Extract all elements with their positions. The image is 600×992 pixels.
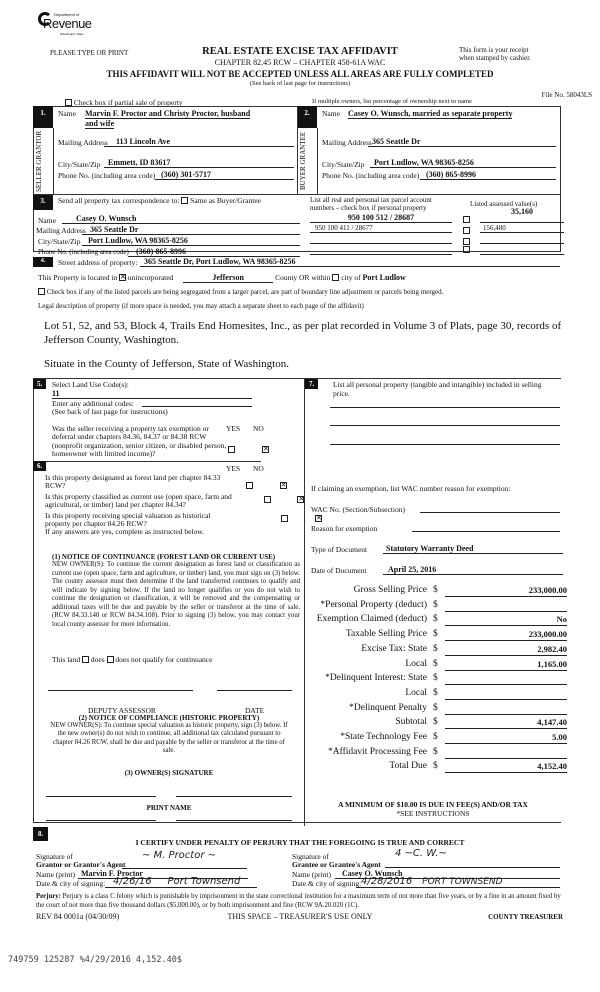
treasurer-space: THIS SPACE – TREASURER'S USE ONLY xyxy=(227,912,373,921)
legal-description: Lot 51, 52, and 53, Block 4, Trails End Homesites, Inc., as per plat recorded in Volume 3 of Plats, page 30, records of xyxy=(44,320,562,332)
file-number: File No. 58043LS xyxy=(541,91,592,99)
parcel-number[interactable] xyxy=(310,235,452,244)
wac-number-field[interactable] xyxy=(420,512,560,513)
certify-statement: I CERTIFY UNDER PENALTY OF PERJURY THAT THE FOREGOING IS TRUE AND CORRECT xyxy=(135,838,465,847)
assessed-value[interactable]: 35,160 xyxy=(480,207,564,223)
currency-sign: $ xyxy=(433,629,438,640)
tax-row-label: Subtotal xyxy=(395,717,427,728)
tax-row xyxy=(305,659,565,672)
historic-no-checkbox[interactable] xyxy=(315,515,322,522)
situate-text: Situate in the County of Jefferson, State of Washington. xyxy=(44,358,289,370)
grantor-print-name[interactable]: Marvin F. Proctor xyxy=(78,869,248,879)
tax-row-value[interactable] xyxy=(445,747,567,759)
perjury-notice: Perjury: Perjury is a class C felony which is punishable by imprisonment in the state correctional institution for a maximum term of not more than five years, or by a fine in an amount fixed by the court of not more than five thousand dollars ($5,000.00), or by both imprisonment and fine (RCW 9A.20.020 (1C). xyxy=(36,893,561,909)
tax-row-label: *Affidavit Processing Fee xyxy=(327,746,427,757)
buyer-grantee-label: BUYER GRANTEE xyxy=(299,131,307,191)
personal-property-checkbox[interactable] xyxy=(463,246,470,253)
parcel-row xyxy=(310,246,560,255)
section-2-marker: 2. xyxy=(297,106,317,128)
tax-row-label: Excise Tax: State xyxy=(361,643,427,654)
correspondence-label: Send all property tax correspondence to: Same as Buyer/Grantee xyxy=(58,196,261,205)
tax-row-label: *Delinquent Interest: State xyxy=(325,673,427,684)
personal-property-line[interactable] xyxy=(330,444,560,445)
legal-description-cont: Jefferson County, Washington. xyxy=(44,334,179,346)
personal-property-checkbox[interactable] xyxy=(463,238,470,245)
tax-row xyxy=(305,761,565,774)
divider xyxy=(33,194,561,195)
seller-city[interactable]: Emmett, ID 83617 xyxy=(104,158,294,168)
section-5-marker: 5. xyxy=(33,379,46,389)
tax-row xyxy=(305,644,565,657)
currency-sign: $ xyxy=(433,614,438,625)
document-date[interactable]: April 25, 2016 xyxy=(383,565,563,575)
tax-row-value[interactable]: 2,982.40 xyxy=(445,644,567,656)
receipt-note-2: when stamped by cashier. xyxy=(459,54,531,62)
continuance-qualify: This land does does not qualify for continuance xyxy=(52,655,213,664)
tax-row-value[interactable] xyxy=(445,600,567,612)
tax-row xyxy=(305,688,565,701)
currency-sign: $ xyxy=(433,585,438,595)
owner-signature-line-2[interactable] xyxy=(176,796,292,797)
forest-no-checkbox[interactable] xyxy=(280,482,287,489)
section-1-marker: 1. xyxy=(33,106,53,128)
buyer-address[interactable]: 365 Seattle Dr xyxy=(368,137,556,147)
form-title: REAL ESTATE EXCISE TAX AFFIDAVIT xyxy=(202,46,398,57)
seller-phone[interactable]: (360) 301-5717 xyxy=(155,170,294,180)
seller-name[interactable]: Marvin F. Proctor and Christy Proctor, husband xyxy=(85,109,251,118)
tax-row xyxy=(305,673,565,686)
personal-property-checkbox[interactable] xyxy=(463,216,470,223)
currency-sign: $ xyxy=(433,732,438,742)
section-8-marker: 8. xyxy=(33,827,48,841)
notice-compliance-title: (2) NOTICE OF COMPLIANCE (HISTORIC PROPERTY) xyxy=(78,714,260,722)
current-use-yes-checkbox[interactable] xyxy=(264,496,271,503)
tax-row xyxy=(305,747,565,760)
divider xyxy=(317,128,318,194)
tax-row xyxy=(305,732,565,745)
county-treasurer: COUNTY TREASURER xyxy=(488,913,563,921)
currency-sign: $ xyxy=(433,761,438,772)
currency-sign: $ xyxy=(433,643,438,654)
currency-sign: $ xyxy=(433,658,438,669)
personal-property-checkbox[interactable] xyxy=(463,227,470,234)
exemption-reason-field[interactable] xyxy=(412,531,560,532)
currency-sign: $ xyxy=(433,673,438,684)
grantor-signature[interactable]: ~ M. Proctor ~ xyxy=(122,850,247,869)
tax-row-value[interactable] xyxy=(445,703,567,715)
notice-continuance-title: (1) NOTICE OF CONTINUANCE (FOREST LAND OR CURRENT USE) xyxy=(52,553,276,561)
tax-row-label: *State Technology Fee xyxy=(340,732,427,742)
tax-row-value[interactable]: 5.00 xyxy=(445,732,567,744)
additional-codes-field[interactable] xyxy=(142,398,252,407)
personal-property-line[interactable] xyxy=(330,425,560,426)
currency-sign: $ xyxy=(433,717,438,728)
unincorporated-checkbox[interactable] xyxy=(119,274,126,281)
divider xyxy=(53,128,54,194)
seller-grantor-label: SELLER GRANTOR xyxy=(35,130,43,192)
deputy-assessor-signature-line[interactable] xyxy=(48,690,193,691)
divider xyxy=(297,106,298,194)
tax-row-label: *Personal Property (deduct) xyxy=(320,599,427,610)
parcel-row xyxy=(310,224,560,234)
tax-row xyxy=(305,629,565,642)
acceptance-notice: THIS AFFIDAVIT WILL NOT BE ACCEPTED UNLESS ALL AREAS ARE FULLY COMPLETED xyxy=(106,69,494,79)
parcel-number[interactable]: 950 100 512 / 28687 xyxy=(310,213,452,223)
parcel-row xyxy=(310,235,560,244)
tax-row-label: Local xyxy=(405,658,427,669)
assessed-value[interactable] xyxy=(480,235,564,244)
treasurer-stamp: 749759 125287 %4/29/2016 4,152.40$ xyxy=(8,955,182,965)
grantor-date-city[interactable]: 4/26/16 Port Townsend xyxy=(105,876,257,888)
seller-address[interactable]: 113 Lincoln Ave xyxy=(104,137,294,147)
land-does-checkbox[interactable] xyxy=(82,656,89,663)
forest-yes-checkbox[interactable] xyxy=(246,482,253,489)
lower-box-top xyxy=(33,378,561,379)
correspondence-city[interactable]: Port Ludlow, WA 98365-8256 xyxy=(82,236,300,246)
segregated-checkbox[interactable] xyxy=(38,288,45,295)
s5-yes-checkbox[interactable] xyxy=(228,446,235,453)
document-type[interactable]: Statutory Warranty Deed xyxy=(383,544,563,554)
assessed-value[interactable] xyxy=(480,246,564,255)
print-name-line[interactable] xyxy=(46,820,156,821)
print-name-line-2[interactable] xyxy=(176,820,292,821)
correspondence-address[interactable]: 365 Seattle Dr xyxy=(82,225,300,235)
correspondence-name[interactable]: Casey O. Wunsch xyxy=(62,214,300,224)
tax-row-value[interactable] xyxy=(445,688,567,700)
tax-row-label: Exemption Claimed (deduct) xyxy=(316,614,427,625)
property-location: This Property is located in ✕ unincorporated Jefferson County OR within city of Port Ludlow xyxy=(38,273,406,283)
correspondence-phone[interactable]: (360) 865-8996 xyxy=(128,247,300,257)
currency-sign: $ xyxy=(433,702,438,713)
type-print-note: PLEASE TYPE OR PRINT xyxy=(50,49,129,57)
grantee-signature[interactable]: 4 ~C. W.~ xyxy=(385,848,560,868)
tax-row-value[interactable]: No xyxy=(445,614,567,626)
seller-name-cont[interactable]: and wife xyxy=(85,119,115,128)
parcel-number[interactable]: 950 100 411 / 28677 xyxy=(310,224,452,233)
section-3-marker: 3. xyxy=(33,195,53,210)
lower-box-bottom xyxy=(33,822,561,823)
assessor-date-line[interactable] xyxy=(217,690,292,691)
currency-sign: $ xyxy=(433,746,438,757)
city-field[interactable]: Port Ludlow xyxy=(362,273,406,282)
tax-row xyxy=(305,614,565,627)
currency-sign: $ xyxy=(433,687,438,698)
receipt-note-1: This form is your receipt xyxy=(459,46,529,54)
current-use-no-checkbox[interactable] xyxy=(297,496,304,503)
county-field[interactable]: Jefferson xyxy=(183,273,273,283)
buyer-name[interactable]: Casey O. Wunsch, married as separate property xyxy=(348,109,513,118)
tax-row-label: Taxable Selling Price xyxy=(345,629,427,640)
notice-continuance-text: NEW OWNER(S): To continue the current designation as forest land or classification as current use (open space, farm and agriculture, or timber) land, you must sign on (3) below. The county assessor must then determine if the land transferred continues to qualify and will indicate by signing below. If the land no longer qualifies or you do not wish to continue the designation or classification, it will be removed and the compensating or additional taxes will be due and payable by the seller or transferor at the time of sale. (RCW 84.33.140 or RCW 84.34.108). Prior to signing (3) below, you may contact your local county assessor for more information. xyxy=(52,561,300,628)
tax-row xyxy=(305,585,565,598)
tax-row-value[interactable]: 1,165.00 xyxy=(445,659,567,671)
tax-row-label: Local xyxy=(405,687,427,698)
section-4-marker: 4. xyxy=(33,257,53,267)
tax-row-value[interactable]: 233,000.00 xyxy=(445,629,567,641)
divider xyxy=(33,461,261,462)
buyer-phone[interactable]: (360) 865-8996 xyxy=(420,170,556,180)
tax-row-label: Total Due xyxy=(389,761,427,772)
s5-no-checkbox[interactable] xyxy=(262,446,269,453)
historic-yes-checkbox[interactable] xyxy=(281,515,288,522)
tax-row-label: *Delinquent Penalty xyxy=(349,702,427,713)
city-checkbox[interactable] xyxy=(332,274,339,281)
see-instructions: *SEE INSTRUCTIONS xyxy=(396,809,470,818)
form-revision: REV 84 0001a (04/30/09) xyxy=(36,912,120,921)
property-street[interactable]: 365 Seattle Dr, Port Ludlow, WA 98365-8256 xyxy=(140,257,560,267)
buyer-city[interactable]: Port Ludlow, WA 98365-8256 xyxy=(370,158,556,168)
lower-box-left xyxy=(33,378,34,822)
tax-row xyxy=(305,600,565,613)
grantee-date-city[interactable]: 4/28/2016 PORT TOWNSEND xyxy=(356,876,560,888)
form-chapter: CHAPTER 82.45 RCW – CHAPTER 458-61A WAC xyxy=(214,58,386,67)
section-6-marker: 6. xyxy=(33,461,46,471)
parcel-row xyxy=(310,207,560,223)
land-use-code[interactable]: 11 xyxy=(52,389,252,399)
tax-row-label: Gross Selling Price xyxy=(353,585,427,595)
partial-sale-checkbox[interactable]: Check box if partial sale of property xyxy=(65,98,183,107)
grantee-print-name[interactable]: Casey O. Wunsch xyxy=(335,869,560,879)
currency-sign: $ xyxy=(433,599,438,610)
minimum-notice: A MINIMUM OF $10.00 IS DUE IN FEE(S) AND/OR TAX xyxy=(338,800,528,809)
tax-row xyxy=(305,717,565,730)
tax-row-value[interactable]: 4,147.40 xyxy=(445,717,567,729)
tax-row-value[interactable]: 4,152.40 xyxy=(445,761,567,773)
notice-compliance-text: NEW OWNER(S): To continue special valuation as historic property, sign (3) below. If the new owner(s) do not wish to continue, all additional tax calculated pursuant to chapter 84.26 RCW, shall be due and payable by the seller or transferor at the time of sale. xyxy=(50,722,288,754)
parcel-number[interactable] xyxy=(310,246,452,255)
segregated-checkbox-row: Check box if any of the listed parcels are being segregated from a larger parcel, are part of boundary line adjustment or parcels being merged. xyxy=(38,288,443,296)
checkbox[interactable] xyxy=(65,99,72,106)
multiple-owners-note: If multiple owners, list percentage of ownership next to name xyxy=(312,98,472,105)
assessed-value[interactable]: 156,480 xyxy=(480,224,564,233)
tax-row xyxy=(305,703,565,716)
personal-property-line[interactable] xyxy=(330,407,560,408)
tax-row-value[interactable] xyxy=(445,673,567,685)
land-does-not-checkbox[interactable] xyxy=(107,656,114,663)
tax-row-value[interactable]: 233,000.00 xyxy=(445,585,567,597)
owner-signature-line[interactable] xyxy=(46,796,156,797)
section-7-marker: 7. xyxy=(305,379,318,389)
same-as-buyer-checkbox[interactable] xyxy=(181,197,188,204)
see-back-note: (See back of last page for instructions) xyxy=(249,80,351,87)
